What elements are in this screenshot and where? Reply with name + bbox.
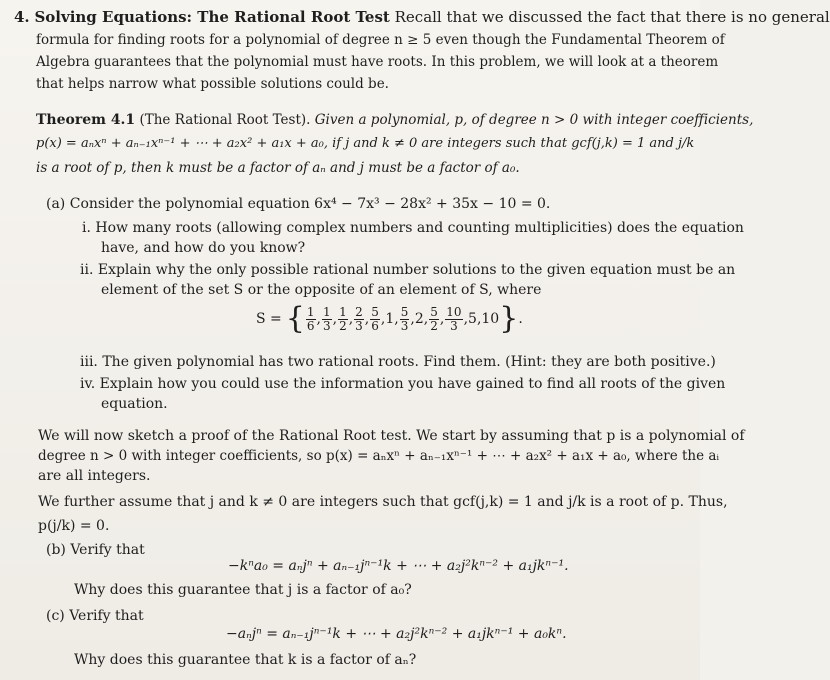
set-element-fraction — [306, 306, 316, 333]
fraction-numerator: 1 — [322, 304, 331, 319]
fraction-numerator: 1 — [306, 304, 315, 319]
set-element-fraction — [400, 306, 410, 333]
part-b-question: Why does this guarantee that j is a factor of a₀? — [74, 582, 412, 598]
fraction-denominator: 3 — [450, 318, 458, 333]
part-b-label: (b) — [46, 542, 66, 558]
set-comma: , — [439, 311, 445, 327]
set-element-fraction — [429, 306, 439, 333]
set-comma: , — [316, 311, 321, 327]
set-comma: , — [463, 311, 469, 327]
set-close-brace: } — [499, 301, 519, 336]
part-b-equation: −kⁿa₀ = aₙjⁿ + aₙ₋₁jⁿ⁻¹k + ⋯ + a₂j²kⁿ⁻² + a₁jkⁿ⁻¹. — [228, 558, 569, 574]
fraction-numerator: 5 — [430, 304, 438, 319]
proof-line-5: p(j/k) = 0. — [38, 518, 110, 534]
proof-line-2: degree n > 0 with integer coefficients, so p(x) = aₙxⁿ + aₙ₋₁xⁿ⁻¹ + ⋯ + a₂x² + a₁x + a₀, where the aᵢ — [38, 448, 720, 464]
intro-line-1: formula for finding roots for a polynomial of degree n ≥ 5 even though the Fundamental Theorem of — [36, 32, 725, 48]
item-iii-num: iii. — [80, 354, 98, 370]
item-iv-line-1: Explain how you could use the information you have gained to find all roots of the given — [99, 376, 726, 392]
set-elements — [305, 306, 499, 333]
set-comma: , — [364, 311, 370, 327]
part-a-label: (a) — [46, 196, 66, 212]
fraction-denominator: 6 — [306, 318, 315, 333]
part-a-text: Consider the polynomial equation 6x⁴ − 7x³ − 28x² + 35x − 10 = 0. — [69, 196, 551, 212]
set-element-fraction — [354, 306, 364, 333]
set-comma: , — [332, 311, 338, 327]
fraction-numerator: 1 — [339, 304, 347, 319]
set-comma: , — [348, 311, 354, 327]
part-c-equation: −aₙjⁿ = aₙ₋₁jⁿ⁻¹k + ⋯ + a₂j²kⁿ⁻² + a₁jkⁿ⁻¹ + a₀kⁿ. — [226, 626, 567, 642]
fraction-denominator: 2 — [339, 318, 347, 333]
theorem-text-3: is a root of p, then k must be a factor of aₙ and j must be a factor of a₀. — [36, 160, 520, 176]
proof-line-4: We further assume that j and k ≠ 0 are integers such that gcf(j,k) = 1 and j/k is a root of p. Thus, — [38, 494, 728, 510]
item-i — [82, 220, 744, 236]
fraction-denominator: 2 — [430, 318, 438, 333]
fraction-numerator: 5 — [400, 304, 409, 319]
part-c — [46, 608, 144, 624]
problem-title — [14, 8, 830, 26]
part-c-text: Verify that — [69, 608, 144, 624]
set-comma: , — [394, 311, 399, 327]
item-i-line-1: How many roots (allowing complex numbers and counting multiplicities) does the equation — [95, 220, 744, 236]
intro-line-3: that helps narrow what possible solutions could be. — [36, 76, 389, 92]
set-open-brace: { — [285, 301, 305, 336]
proof-line-3: are all integers. — [38, 468, 151, 484]
set-element: 10 — [481, 311, 500, 327]
set-comma: , — [410, 311, 415, 327]
set-element-fraction — [322, 306, 332, 333]
theorem-line-1 — [36, 112, 753, 128]
fraction-denominator: 6 — [371, 318, 379, 333]
part-a — [46, 196, 550, 212]
item-i-line-2: have, and how do you know? — [101, 240, 306, 256]
fraction-denominator: 3 — [322, 318, 331, 333]
set-element-fraction — [370, 306, 380, 333]
item-iv-line-2: equation. — [101, 396, 168, 412]
fraction-numerator: 5 — [371, 304, 379, 319]
set-element-fraction — [338, 306, 348, 333]
item-ii-line-1: Explain why the only possible rational number solutions to the given equation must be an — [97, 262, 736, 278]
part-b — [46, 542, 145, 558]
set-period: . — [518, 311, 523, 327]
fraction-numerator: 10 — [446, 304, 462, 319]
item-i-num: i. — [82, 220, 91, 236]
problem-number: 4. — [14, 8, 30, 26]
theorem-text-2: p(x) = aₙxⁿ + aₙ₋₁xⁿ⁻¹ + ⋯ + a₂x² + a₁x + a₀, if j and k ≠ 0 are integers such that gcf(j,k) = 1 and j/k — [36, 136, 695, 151]
set-element: 1 — [385, 311, 395, 327]
item-iv-num: iv. — [80, 376, 96, 392]
part-c-question: Why does this guarantee that k is a factor of aₙ? — [74, 652, 417, 668]
theorem-name: (The Rational Root Test). — [139, 112, 311, 128]
set-comma: , — [423, 311, 429, 327]
set-element: 2 — [414, 311, 424, 327]
part-b-text: Verify that — [70, 542, 145, 558]
problem-heading: Solving Equations: The Rational Root Test — [34, 8, 390, 26]
set-element-fraction — [445, 306, 462, 333]
proof-line-1: We will now sketch a proof of the Rational Root test. We start by assuming that p is a polynomial of — [38, 428, 745, 444]
item-iii — [80, 354, 716, 370]
set-element: 5 — [468, 311, 477, 327]
item-iii-line-1: The given polynomial has two rational roots. Find them. (Hint: they are both positive.) — [102, 354, 716, 370]
item-ii-line-2: element of the set S or the opposite of an element of S, where — [101, 282, 542, 298]
set-comma: , — [380, 311, 386, 327]
set-comma: , — [476, 311, 482, 327]
fraction-denominator: 3 — [400, 318, 409, 333]
item-ii — [80, 262, 735, 278]
item-iv — [80, 376, 725, 392]
set-s — [256, 301, 523, 336]
fraction-numerator: 2 — [355, 304, 363, 319]
set-s-label: S = — [256, 311, 282, 327]
intro-line-2: Algebra guarantees that the polynomial must have roots. In this problem, we will look at a theorem — [36, 54, 719, 70]
theorem-head: Theorem 4.1 — [36, 112, 136, 128]
part-c-label: (c) — [46, 608, 65, 624]
fraction-denominator: 3 — [355, 318, 363, 333]
item-ii-num: ii. — [80, 262, 94, 278]
problem-title-rest: Recall that we discussed the fact that there is no general — [394, 8, 830, 26]
theorem-text-1: Given a polynomial, p, of degree n > 0 with integer coefficients, — [314, 112, 754, 128]
